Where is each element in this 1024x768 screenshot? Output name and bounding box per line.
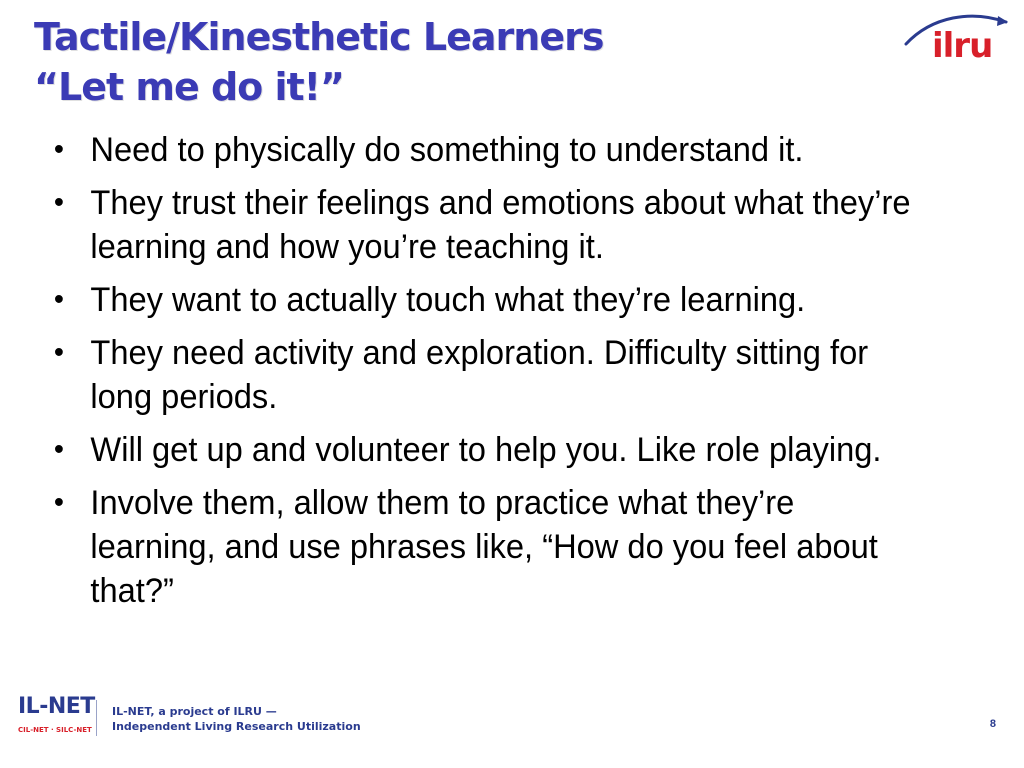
il-net-logo bbox=[18, 694, 108, 740]
bullet-icon: • bbox=[53, 433, 65, 466]
footer-line-2: Independent Living Research Utilization bbox=[112, 720, 361, 733]
list-item bbox=[52, 181, 916, 269]
title-line-2: “Let me do it!” bbox=[34, 65, 344, 109]
il-net-logo-subtext: CIL-NET · SILC-NET bbox=[18, 726, 92, 734]
list-item bbox=[52, 428, 916, 472]
bullet-icon: • bbox=[53, 486, 65, 519]
bullet-text: They want to actually touch what they’re learning. bbox=[90, 281, 806, 319]
list-item bbox=[52, 331, 916, 419]
footer-text bbox=[112, 704, 361, 734]
list-item bbox=[52, 278, 916, 322]
footer-divider bbox=[96, 700, 97, 736]
page-number: 8 bbox=[989, 718, 996, 730]
il-net-logo-text: IL-NET bbox=[18, 694, 95, 719]
bullet-text: They need activity and exploration. Difficulty sitting for long periods. bbox=[90, 334, 869, 416]
ilru-logo-text: ilru bbox=[932, 26, 993, 66]
bullet-text: Need to physically do something to understand it. bbox=[90, 131, 804, 169]
list-item bbox=[52, 128, 916, 172]
bullet-icon: • bbox=[53, 283, 65, 316]
list-item bbox=[52, 481, 916, 613]
bullet-icon: • bbox=[53, 133, 65, 166]
bullet-text: They trust their feelings and emotions about what they’re learning and how you’re teaching it. bbox=[90, 184, 911, 266]
bullet-text: Involve them, allow them to practice what they’re learning, and use phrases like, “How do you feel about that?” bbox=[90, 484, 878, 610]
bullet-text: Will get up and volunteer to help you. Like role playing. bbox=[90, 431, 882, 469]
bullet-list bbox=[52, 128, 952, 622]
title-line-1: Tactile/Kinesthetic Learners bbox=[34, 15, 604, 59]
bullet-icon: • bbox=[53, 336, 65, 369]
bullet-icon: • bbox=[53, 186, 65, 219]
ilru-logo bbox=[902, 8, 1012, 68]
footer-line-1: IL-NET, a project of ILRU — bbox=[112, 705, 277, 718]
slide-title bbox=[34, 12, 603, 112]
